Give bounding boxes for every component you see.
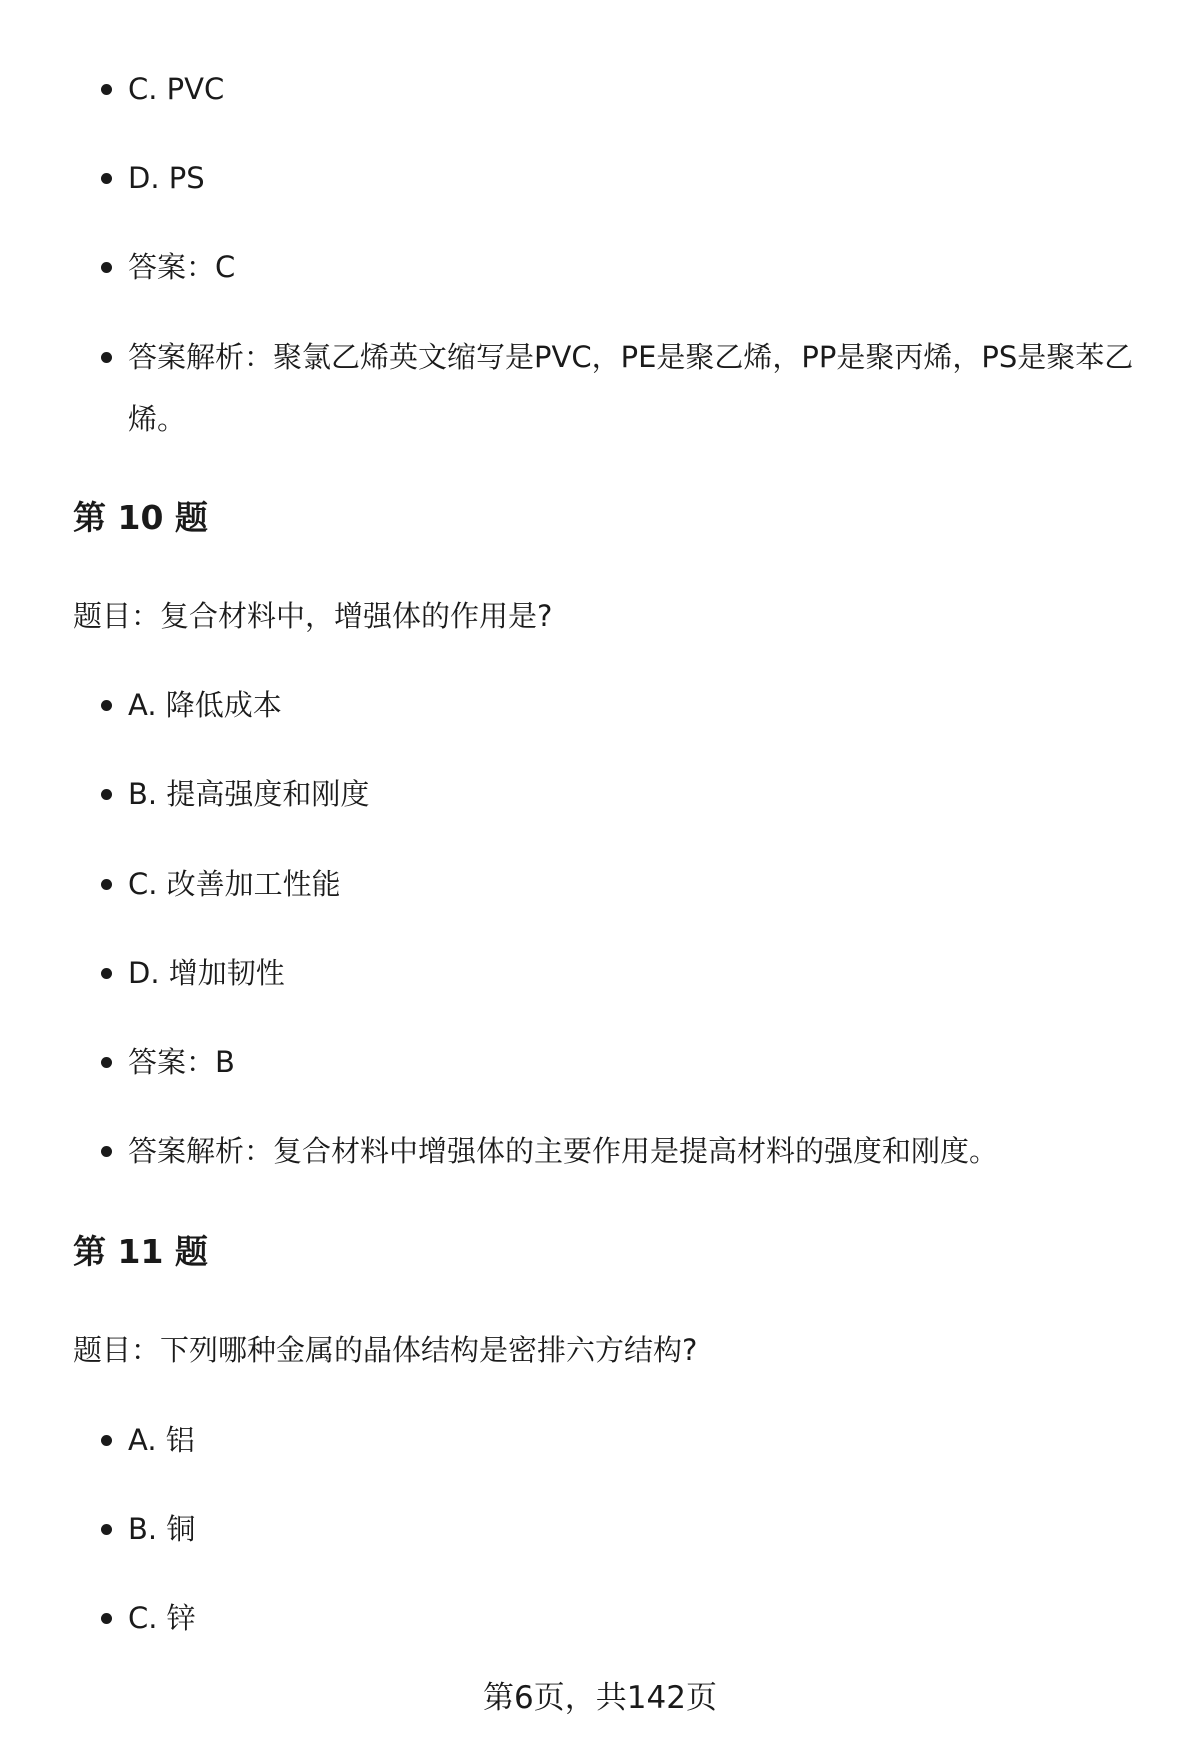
q11-question: 题目：下列哪种金属的晶体结构是密排六方结构? [73,1333,698,1367]
q11-option-a: A. 铝 [128,1409,1168,1471]
q11-option-c: C. 锌 [128,1587,1168,1649]
q9-option-d: D. PS [128,147,1168,209]
q9-explanation: 答案解析：聚氯乙烯英文缩写是PVC，PE是聚乙烯，PP是聚丙烯，PS是聚苯乙烯。 [128,326,1168,450]
q11-heading: 第 11 题 [73,1232,208,1271]
q11-option-b: B. 铜 [128,1498,1168,1560]
page-footer: 第6页，共142页 [483,1680,717,1716]
q9-answer: 答案：C [128,236,1168,298]
q10-option-c: C. 改善加工性能 [128,853,1168,915]
q10-question: 题目：复合材料中，增强体的作用是? [73,599,553,633]
q10-option-b: B. 提高强度和刚度 [128,763,1168,825]
q10-option-a: A. 降低成本 [128,674,1168,736]
q10-answer: 答案：B [128,1031,1168,1093]
q9-option-c: C. PVC [128,58,1168,120]
q10-explanation: 答案解析：复合材料中增强体的主要作用是提高材料的强度和刚度。 [128,1120,1168,1182]
q10-option-d: D. 增加韧性 [128,942,1168,1004]
q10-heading: 第 10 题 [73,498,208,537]
